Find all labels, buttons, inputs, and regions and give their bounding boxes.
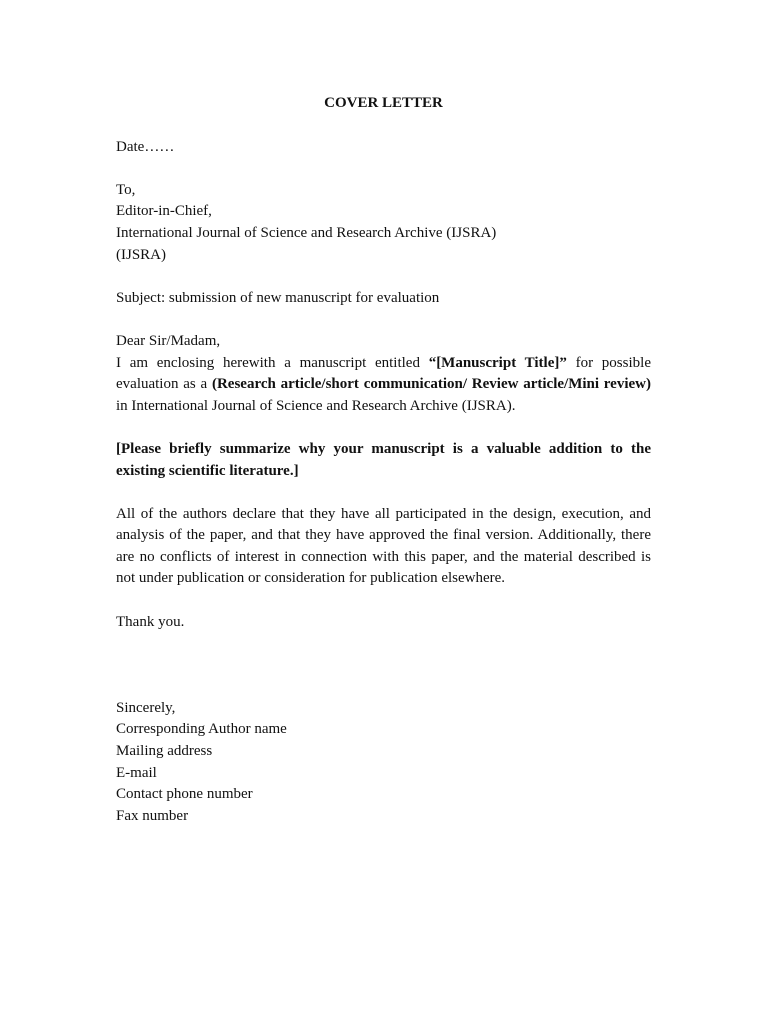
summary-prompt (116, 439, 651, 482)
manuscript-title: “[Manuscript Title]” (428, 354, 567, 371)
signature-address: Mailing address (116, 743, 213, 760)
signature-phone: Contact phone number (116, 786, 253, 803)
signature-closing: Sincerely, (116, 699, 176, 716)
intro-text-1: I am enclosing herewith a manuscript entitled (116, 354, 429, 371)
thanks-line: Thank you. (116, 613, 185, 630)
intro-text-2: for possible evaluation as a (116, 354, 651, 393)
intro-block (116, 331, 651, 417)
recipient-role: Editor-in-Chief, (116, 203, 212, 220)
signature-author: Corresponding Author name (116, 721, 287, 738)
summary-prompt-text: [Please briefly summarize why your manuscript is a valuable addition to the existing scientific literature.] (116, 440, 651, 479)
letter-page (116, 93, 651, 849)
signature-email: E-mail (116, 764, 157, 781)
recipient-block (116, 180, 651, 266)
salutation: Dear Sir/Madam, (116, 332, 221, 349)
letter-subject: Subject: submission of new manuscript for evaluation (116, 289, 440, 306)
intro-paragraph (116, 353, 651, 418)
declaration-paragraph: All of the authors declare that they have all participated in the design, execution, and analysis of the paper, and that they have approved the final version. Additionally, there are no conflicts of interest in connection with this paper, and the material described is not under publication or consideration for publication elsewhere. (116, 505, 651, 587)
letter-date: Date…… (116, 138, 175, 155)
article-type: (Research article/short communication/ Review article/Mini review) (211, 376, 651, 393)
recipient-abbr: (IJSRA) (116, 246, 167, 263)
spacer (116, 655, 651, 698)
intro-text-3: in International Journal of Science and Research Archive (IJSRA). (116, 397, 516, 414)
recipient-to: To, (116, 181, 136, 198)
recipient-journal: International Journal of Science and Research Archive (IJSRA) (116, 224, 497, 241)
signature-fax: Fax number (116, 807, 189, 824)
letter-title: COVER LETTER (324, 95, 443, 111)
signature-block (116, 698, 651, 828)
